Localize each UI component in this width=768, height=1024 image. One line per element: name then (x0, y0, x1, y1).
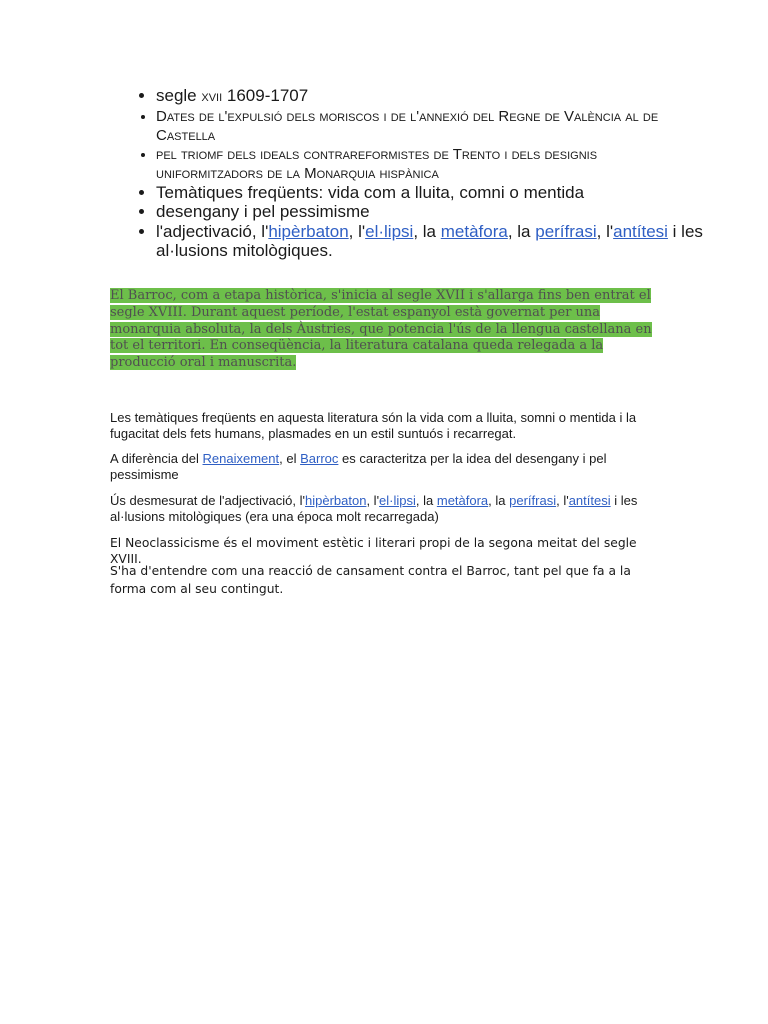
link-renaixement[interactable]: Renaixement (202, 451, 280, 466)
link-hiperbaton[interactable]: hipèrbaton (268, 221, 349, 241)
link-barroc[interactable]: Barroc (300, 451, 339, 466)
link-antitesi[interactable]: antítesi (613, 221, 668, 241)
paragraph-tematiques: Les temàtiques freqüents en aquesta literatura són la vida com a lluita, somni o mentida i la fugacitat dels fets humans, plasmades en un estil suntuós i recarregat. (110, 410, 637, 441)
link-metafora-2[interactable]: metàfora (436, 493, 489, 508)
summary-bullet-list (110, 86, 708, 261)
bullet-figures: • l'adjectivació, l'hipèrbaton, l'el·lipsi, la metàfora, la perífrasi, l'antítesi i les al·lusions mitològiques. (156, 222, 708, 261)
link-perifrasi[interactable]: perífrasi (535, 221, 597, 241)
link-ellipsi[interactable]: el·lipsi (365, 221, 414, 241)
bullet-tematiques: • Temàtiques freqüents: vida com a lluita, comni o mentida (156, 183, 708, 203)
link-perifrasi-2[interactable]: perífrasi (509, 493, 557, 508)
bullet-century: • segle xvii 1609-1707 (156, 86, 708, 107)
link-antitesi-2[interactable]: antítesi (568, 493, 611, 508)
link-metafora[interactable]: metàfora (440, 221, 508, 241)
paragraph-reaccio: S'ha d'entendre com una reacció de cansament contra el Barroc, tant pel que fa a la forma com al seu contingut. (110, 564, 631, 596)
bullet-triomf: • pel triomf dels ideals contrareformistes de Trento i dels designis uniformitzadors de la Monarquia hispànica (156, 145, 708, 183)
bullet-desengany: • desengany i pel pessimisme (156, 202, 708, 222)
link-hiperbaton-2[interactable]: hipèrbaton (305, 493, 367, 508)
highlighted-paragraph: El Barroc, com a etapa històrica, s'inicia al segle XVII i s'allarga fins ben entrat el segle XVIII. Durant aquest període, l'estat espanyol està governat per una monarquia absoluta, la dels Àustries, que potencia l'ús de la llengua castellana en tot el territori. En conseqüència, la literatura catalana queda relegada a la producció oral i manuscrita. (110, 288, 652, 371)
paragraph-us-desmesurat: Ús desmesurat de l'adjectivació, l'hipèrbaton, l'el·lipsi, la metàfora, la perífrasi, l'antítesi i les al·lusions mitològiques (era una época molt recarregada) (110, 493, 638, 524)
paragraph-diferencia: A diferència del Renaixement, el Barroc es caracteritza per la idea del desengany i pel pessimisme (110, 451, 607, 482)
paragraph-neoclassicisme: El Neoclassicisme és el moviment estètic i literari propi de la segona meitat del segle XVIII. (110, 536, 637, 566)
link-ellipsi-2[interactable]: el·lipsi (379, 493, 416, 508)
bullet-dates: • Dates de l'expulsió dels moriscos i de l'annexió del Regne de València al de Castella (156, 107, 708, 145)
